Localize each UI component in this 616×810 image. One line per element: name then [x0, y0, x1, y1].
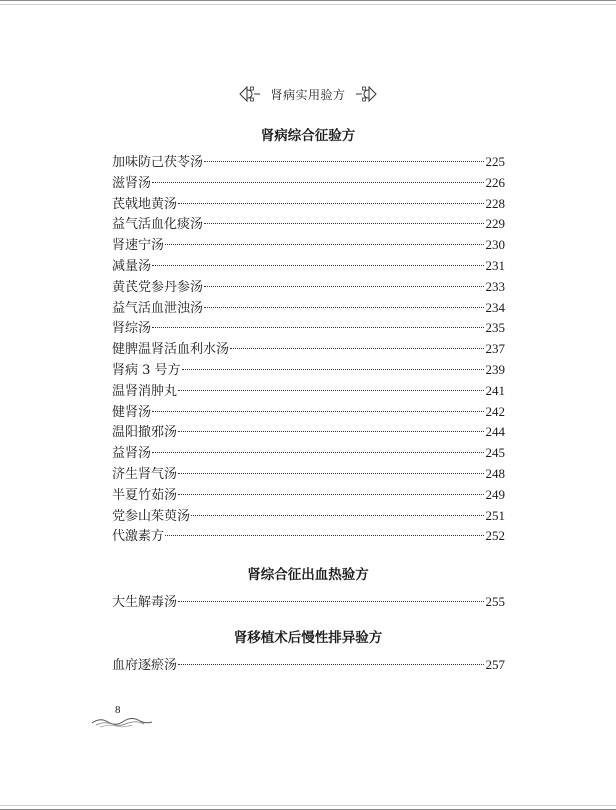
entry-name: 党参山茱萸汤: [112, 508, 191, 524]
leader-dots: [178, 493, 483, 495]
leader-dots: [178, 663, 483, 665]
entry-name: 滋肾汤: [112, 175, 152, 191]
entry-name: 健脾温肾活血利水汤: [112, 342, 230, 358]
leader-dots: [191, 514, 483, 516]
toc-entry[interactable]: [112, 298, 505, 319]
toc-entry[interactable]: [112, 526, 505, 547]
leader-dots: [165, 243, 483, 245]
entry-page: 235: [485, 320, 505, 336]
toc-entry[interactable]: [112, 152, 505, 173]
toc-entry[interactable]: [112, 235, 505, 256]
toc-entry[interactable]: [112, 277, 505, 298]
toc-entry[interactable]: [112, 592, 505, 613]
leader-dots: [152, 451, 483, 453]
toc-entry[interactable]: [112, 318, 505, 339]
entry-page: 249: [485, 486, 505, 502]
entry-name: 半夏竹茹汤: [112, 487, 178, 503]
leader-dots: [152, 264, 483, 266]
entry-name: 减量汤: [112, 258, 152, 274]
entry-name: 加味防己茯苓汤: [112, 155, 204, 170]
entry-name: 健肾汤: [112, 404, 152, 420]
page-bottom-border: [0, 805, 616, 810]
left-ornament-icon: [238, 84, 260, 104]
section-title-nephrotic-syndrome: 肾病综合征验方: [260, 128, 356, 144]
toc-entry[interactable]: [112, 422, 505, 443]
entry-page: 230: [485, 237, 505, 253]
toc-entry[interactable]: [112, 173, 505, 194]
entry-name: 肾病 3 号方: [112, 362, 181, 378]
leader-dots: [178, 389, 483, 391]
section-title-transplant-rejection: 肾移植术后慢性排异验方: [233, 630, 383, 646]
running-header: [238, 83, 378, 105]
entry-name: 大生解毒汤: [112, 595, 178, 610]
leader-dots: [204, 160, 483, 162]
leader-dots: [204, 306, 483, 308]
entry-name: 血府逐瘀汤: [112, 658, 178, 673]
toc-entry[interactable]: [112, 655, 505, 676]
toc-entry[interactable]: [112, 485, 505, 506]
leader-dots: [230, 347, 483, 349]
leader-dots: [178, 600, 483, 602]
page-top-border: [0, 0, 616, 5]
entry-page: 239: [485, 361, 505, 377]
toc-entry[interactable]: [112, 360, 505, 381]
toc-list-hemorrhagic-fever: [112, 592, 505, 613]
entry-page: 229: [485, 216, 505, 232]
entry-name: 代激素方: [112, 529, 165, 545]
entry-page: 242: [485, 403, 505, 419]
entry-name: 肾速宁汤: [112, 238, 165, 254]
entry-page: 252: [485, 528, 505, 544]
toc-entry[interactable]: [112, 256, 505, 277]
entry-page: 244: [485, 424, 505, 440]
entry-name: 益气活血化痰汤: [112, 217, 204, 233]
section-title-hemorrhagic-fever: 肾综合征出血热验方: [247, 567, 369, 583]
leader-dots: [204, 285, 483, 287]
running-header-title: 肾病实用验方: [270, 87, 346, 102]
toc-entry[interactable]: [112, 506, 505, 527]
leader-dots: [204, 222, 483, 224]
leader-dots: [152, 181, 483, 183]
entry-page: 257: [485, 657, 505, 672]
leader-dots: [152, 326, 483, 328]
entry-name: 益肾汤: [112, 446, 152, 462]
entry-page: 248: [485, 465, 505, 481]
entry-page: 255: [485, 594, 505, 609]
entry-page: 231: [485, 257, 505, 273]
toc-list-nephrotic-syndrome: [112, 152, 505, 547]
toc-list-transplant-rejection: [112, 655, 505, 676]
page-number: 8: [115, 704, 121, 716]
toc-entry[interactable]: [112, 402, 505, 423]
entry-name: 温肾消肿丸: [112, 383, 178, 399]
entry-page: 237: [485, 341, 505, 357]
toc-entry[interactable]: [112, 194, 505, 215]
leader-dots: [178, 430, 483, 432]
entry-name: 益气活血泄浊汤: [112, 300, 204, 316]
entry-page: 226: [485, 174, 505, 190]
entry-page: 251: [485, 507, 505, 523]
leader-dots: [182, 368, 484, 370]
entry-page: 241: [485, 382, 505, 398]
entry-name: 黄芪党参丹参汤: [112, 279, 204, 295]
toc-entry[interactable]: [112, 214, 505, 235]
entry-page: 228: [485, 195, 505, 211]
wave-ornament-icon: [90, 713, 154, 729]
leader-dots: [178, 202, 483, 204]
leader-dots: [152, 410, 483, 412]
leader-dots: [178, 472, 483, 474]
toc-entry[interactable]: [112, 339, 505, 360]
leader-dots: [165, 534, 483, 536]
entry-name: 济生肾气汤: [112, 466, 178, 482]
entry-page: 245: [485, 445, 505, 461]
entry-page: 225: [485, 154, 505, 169]
toc-entry[interactable]: [112, 381, 505, 402]
entry-name: 肾综汤: [112, 321, 152, 337]
entry-page: 233: [485, 278, 505, 294]
toc-entry[interactable]: [112, 443, 505, 464]
toc-entry[interactable]: [112, 464, 505, 485]
entry-name: 芪戟地黄汤: [112, 196, 178, 212]
entry-name: 温阳撤邪汤: [112, 425, 178, 441]
right-ornament-icon: [356, 84, 378, 104]
entry-page: 234: [485, 299, 505, 315]
